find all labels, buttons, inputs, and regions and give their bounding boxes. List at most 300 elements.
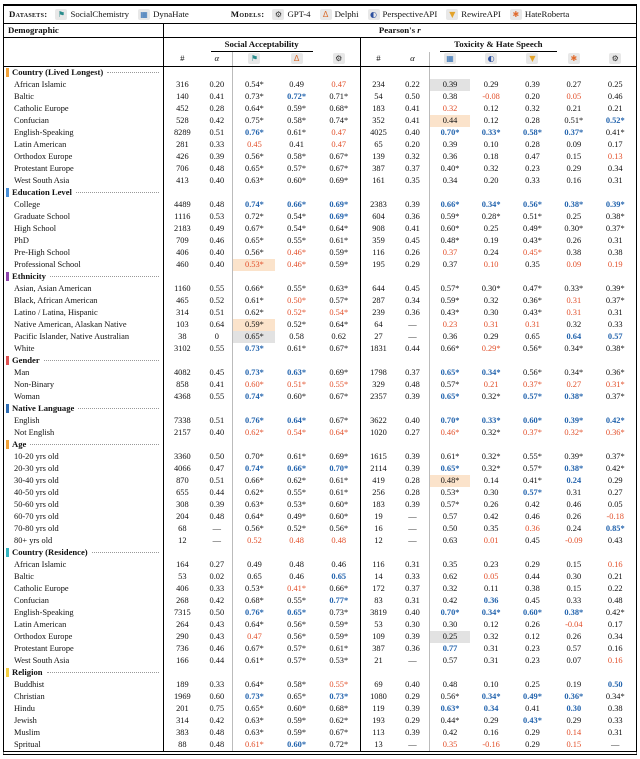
dataset-legend-item — [138, 9, 189, 20]
empty-cell — [429, 271, 470, 283]
demographic-label: 80+ yrs old — [14, 535, 53, 545]
value-cell: 0.65* — [233, 235, 275, 247]
alpha-column-header — [396, 52, 429, 66]
count-cell: 1020 — [360, 427, 396, 439]
alpha-cell: 0.42 — [209, 595, 225, 605]
count-cell: 65 — [360, 139, 396, 151]
value-cell: 0.38 — [566, 247, 582, 257]
count-cell: 103 — [163, 319, 201, 331]
alpha-cell: — — [408, 655, 417, 665]
legend-item-label: GPT-4 — [287, 9, 311, 19]
value-cell: 0.51* — [523, 211, 542, 221]
dotted-leader — [76, 192, 159, 193]
value-cell: 0.57* — [287, 655, 307, 665]
value-cell: 0.61* — [233, 655, 275, 667]
alpha-cell: 0.41 — [209, 379, 225, 389]
table-row — [4, 679, 636, 691]
empty-cell — [512, 66, 553, 78]
model-legend-item — [368, 9, 438, 20]
value-cell: 0.42 — [429, 727, 470, 739]
table-row — [4, 535, 636, 547]
empty-cell — [201, 403, 233, 415]
value-cell: 0.42* — [605, 415, 625, 425]
alpha-cell: 0.48 — [405, 379, 420, 389]
empty-cell — [396, 355, 429, 367]
value-cell: 0.77 — [429, 643, 470, 655]
count-cell: 53 — [163, 571, 201, 583]
table-row — [4, 523, 636, 535]
count-cell: 460 — [163, 259, 201, 271]
alpha-cell: 0.02 — [209, 571, 225, 581]
alpha-cell: 0.31 — [405, 559, 420, 569]
alpha-cell: 0.29 — [405, 259, 420, 269]
value-cell: 0.65* — [429, 367, 470, 379]
value-cell: 0.33 — [607, 715, 623, 725]
value-cell: 0.05 — [566, 91, 582, 101]
value-cell: 0.60* — [429, 223, 470, 235]
section-title-text: Toxicity & Hate Speech — [440, 39, 556, 52]
value-cell: 0.29 — [483, 79, 499, 89]
demographic-label: Catholic Europe — [14, 103, 69, 113]
value-cell: 0.12 — [483, 103, 499, 113]
demographic-label: 40-50 yrs old — [14, 487, 59, 497]
count-cell: 2157 — [163, 427, 201, 439]
count-cell: 2183 — [163, 223, 201, 235]
value-cell: 0.60* — [287, 703, 307, 713]
group-label-cell — [4, 66, 163, 78]
group-label: Native Language — [12, 402, 75, 413]
section-title-social-acceptability — [163, 37, 360, 51]
alpha-cell: 0.48 — [209, 199, 225, 209]
value-cell: 0.73* — [233, 91, 275, 103]
value-cell: 0.54* — [287, 427, 307, 437]
demographic-label: English-Speaking — [14, 607, 74, 617]
count-cell: 644 — [360, 283, 396, 295]
empty-cell — [396, 271, 429, 283]
value-cell: 0.49* — [523, 223, 542, 233]
value-cell: 0.46 — [566, 499, 582, 509]
count-cell: 116 — [360, 247, 396, 259]
value-cell: 0.65 — [233, 571, 275, 583]
value-cell: 0.54* — [233, 79, 275, 91]
value-cell: 0.17 — [607, 139, 623, 149]
value-cell: 0.62* — [233, 487, 275, 499]
value-cell: 0.43 — [607, 535, 623, 545]
group-label-cell — [4, 547, 163, 559]
demographic-label: Graduate School — [14, 211, 71, 221]
count-cell: 16 — [360, 523, 396, 535]
value-cell: 0.39* — [605, 199, 625, 209]
value-cell: 0.65 — [331, 571, 347, 581]
value-cell: 0.32* — [481, 451, 501, 461]
value-cell: 0.15 — [566, 583, 582, 593]
empty-cell — [553, 66, 594, 78]
table-row — [4, 199, 636, 211]
value-cell: 0.49 — [289, 79, 304, 89]
count-cell: 314 — [163, 307, 201, 319]
value-cell: 0.36 — [483, 595, 499, 605]
count-cell: 528 — [163, 115, 201, 127]
alpha-cell: 0.40 — [405, 679, 420, 689]
count-cell: 204 — [163, 511, 201, 523]
empty-cell — [512, 439, 553, 451]
value-cell: 0.62 — [429, 571, 470, 583]
value-cell: 0.23 — [429, 319, 470, 331]
value-cell: 0.33 — [607, 319, 623, 329]
demographic-header: Demographic — [4, 24, 163, 37]
value-cell: 0.74* — [233, 199, 275, 211]
group-label-wrap — [6, 547, 162, 559]
value-cell: 0.32* — [481, 427, 501, 437]
value-cell: 0.10 — [483, 679, 499, 689]
count-cell: 172 — [360, 583, 396, 595]
value-cell: 0.85* — [605, 523, 625, 533]
group-label-cell — [4, 187, 163, 199]
value-cell: 0.52* — [287, 319, 307, 329]
value-cell: 0.60* — [287, 739, 307, 749]
count-cell: 1798 — [360, 367, 396, 379]
count-cell: 201 — [163, 703, 201, 715]
value-cell: 0.42 — [483, 511, 499, 521]
group-label: Ethnicity — [12, 270, 46, 281]
value-cell: 0.55* — [329, 379, 349, 389]
count-cell: 406 — [163, 247, 201, 259]
value-cell: 0.73* — [233, 367, 275, 379]
value-cell: 0.44* — [429, 715, 470, 727]
table-row — [4, 415, 636, 427]
value-cell: 0.60* — [287, 175, 307, 185]
empty-cell — [233, 439, 275, 451]
group-header-row — [4, 271, 636, 283]
count-cell: 4368 — [163, 391, 201, 403]
value-cell: 0.57* — [429, 379, 470, 391]
alpha-cell: 0.42 — [209, 115, 225, 125]
table-row — [4, 619, 636, 631]
value-cell: 0.57 — [429, 511, 470, 523]
value-cell: 0.28 — [525, 139, 540, 149]
count-column-header: # — [163, 52, 201, 66]
count-cell: 359 — [360, 235, 396, 247]
empty-cell — [360, 667, 396, 679]
value-cell: 0.46 — [331, 559, 347, 569]
group-color-bar — [6, 68, 9, 77]
value-cell: 0.65* — [429, 391, 470, 403]
alpha-cell: 0.39 — [209, 499, 225, 509]
value-cell: 0.34* — [605, 691, 625, 701]
section-title-text: Social Acceptability — [211, 39, 313, 52]
value-cell: 0.27 — [566, 379, 582, 389]
alpha-cell: 0.33 — [209, 583, 225, 593]
value-cell: 0.16 — [607, 559, 623, 569]
alpha-cell: 0.50 — [209, 607, 225, 617]
value-cell: 0.74* — [233, 463, 275, 475]
alpha-cell: 0.41 — [209, 91, 225, 101]
value-cell: 0.12 — [525, 631, 540, 641]
value-cell: 0.55* — [523, 451, 542, 461]
value-cell: 0.61* — [329, 235, 349, 245]
empty-cell — [512, 403, 553, 415]
group-label-cell — [4, 667, 163, 679]
model-column-header — [233, 52, 275, 66]
value-cell: 0.25 — [525, 679, 540, 689]
demographic-label: PhD — [14, 235, 29, 245]
count-cell: 4025 — [360, 127, 396, 139]
value-cell: 0.75* — [233, 115, 275, 127]
count-cell: 161 — [360, 175, 396, 187]
value-cell: 0.37* — [605, 451, 625, 461]
value-cell: 0.30* — [481, 283, 501, 293]
value-cell: 0.36* — [564, 691, 584, 701]
alpha-cell: 0.28 — [405, 487, 420, 497]
group-header-row — [4, 355, 636, 367]
alpha-cell: 0.26 — [405, 247, 420, 257]
value-cell: 0.70* — [429, 415, 470, 427]
alpha-cell: 0.52 — [209, 295, 225, 305]
value-cell: 0.73* — [329, 691, 349, 701]
value-cell: 0.59* — [329, 631, 349, 641]
value-cell: 0.29 — [566, 163, 582, 173]
value-cell: 0.73* — [233, 343, 275, 355]
empty-cell — [594, 355, 636, 367]
value-cell: 0.34* — [481, 199, 501, 209]
alpha-cell: 0.39 — [405, 727, 420, 737]
alpha-cell: 0.75 — [209, 703, 225, 713]
demographic-label: Pacific Islander, Native Australian — [14, 331, 130, 341]
empty-cell — [512, 355, 553, 367]
value-cell: 0.52* — [287, 307, 307, 317]
table-row — [4, 571, 636, 583]
alpha-cell: 0.40 — [405, 607, 420, 617]
datasets-label: Datasets: — [9, 9, 48, 19]
value-cell: 0.65 — [525, 331, 540, 341]
value-cell: 0.65* — [233, 163, 275, 175]
value-cell: 0.73* — [233, 691, 275, 703]
empty-cell — [553, 403, 594, 415]
empty-cell — [318, 187, 360, 199]
value-cell: 0.35 — [429, 559, 470, 571]
value-cell: 0.34* — [564, 343, 584, 353]
value-cell: 0.64* — [233, 619, 275, 631]
count-cell: 3102 — [163, 343, 201, 355]
value-cell: 0.32 — [483, 163, 499, 173]
value-cell: 0.25 — [429, 631, 470, 643]
table-row — [4, 331, 636, 343]
value-cell: 0.61* — [329, 475, 349, 485]
value-cell: 0.30* — [564, 223, 584, 233]
value-cell: 0.46 — [289, 571, 304, 581]
value-cell: 0.59* — [429, 295, 470, 307]
value-cell: 0.42* — [605, 607, 625, 617]
count-cell: 183 — [360, 499, 396, 511]
empty-cell — [163, 271, 201, 283]
group-color-bar — [6, 668, 9, 677]
table-row — [4, 643, 636, 655]
empty-cell — [233, 355, 275, 367]
value-cell: 0.59* — [287, 103, 307, 113]
table-row — [4, 427, 636, 439]
value-cell: 0.57* — [429, 499, 470, 511]
demographic-label: English-Speaking — [14, 127, 74, 137]
value-cell: 0.59* — [429, 211, 470, 223]
value-cell: 0.67* — [233, 643, 275, 655]
demographic-label: Muslim — [14, 727, 41, 737]
group-color-bar — [6, 548, 9, 557]
value-cell: 0.38* — [564, 463, 584, 473]
count-cell: 2114 — [360, 463, 396, 475]
empty-cell — [233, 667, 275, 679]
value-cell: 0.16 — [483, 727, 499, 737]
value-cell: 0.15 — [566, 739, 582, 749]
table-row — [4, 727, 636, 739]
table-row — [4, 223, 636, 235]
alpha-cell: 0.51 — [209, 307, 225, 317]
value-cell: 0.25 — [483, 223, 499, 233]
value-cell: 0.29 — [525, 559, 540, 569]
value-cell: 0.47* — [523, 283, 542, 293]
value-cell: 0.48 — [289, 559, 304, 569]
value-cell: 0.32 — [525, 103, 540, 113]
value-cell: 0.67* — [329, 151, 349, 161]
value-cell: 0.66* — [233, 283, 275, 295]
header-spacer — [4, 52, 163, 66]
value-cell: 0.51* — [287, 379, 307, 389]
value-cell: 0.32* — [481, 463, 501, 473]
value-cell: 0.60* — [523, 415, 542, 425]
value-cell: 0.69* — [329, 451, 349, 461]
model-legend-item — [320, 9, 359, 20]
demographic-label: Christian — [14, 691, 45, 701]
alpha-cell: 0.51 — [209, 127, 225, 137]
value-cell: 0.76* — [233, 607, 275, 619]
value-cell: 0.74* — [233, 391, 275, 403]
value-cell: 0.59* — [233, 319, 275, 331]
demographic-label: Pre-High School — [14, 247, 71, 257]
count-cell: 736 — [163, 643, 201, 655]
value-cell: 0.58* — [287, 115, 307, 125]
value-cell: 0.63* — [233, 715, 275, 727]
value-cell: 0.21 — [566, 103, 582, 113]
count-cell: 164 — [163, 559, 201, 571]
table-row — [4, 559, 636, 571]
socialchemistry-icon: ⚑ — [55, 9, 67, 20]
value-cell: 0.19 — [483, 235, 499, 245]
empty-cell — [553, 187, 594, 199]
table-row — [4, 79, 636, 91]
empty-cell — [233, 187, 275, 199]
value-cell: 0.38 — [525, 583, 540, 593]
value-cell: 0.55* — [287, 487, 307, 497]
table-row — [4, 511, 636, 523]
group-header-row — [4, 439, 636, 451]
demographic-label: White — [14, 343, 35, 353]
demographic-label: Not English — [14, 427, 55, 437]
value-cell: 0.67* — [233, 223, 275, 235]
value-cell: 0.42* — [605, 463, 625, 473]
value-cell: 0.59* — [329, 619, 349, 629]
alpha-cell: 0.41 — [405, 103, 420, 113]
alpha-cell: — — [408, 739, 417, 749]
table-row — [4, 715, 636, 727]
value-cell: 0.52 — [233, 535, 275, 547]
empty-cell — [512, 667, 553, 679]
demographic-label: 70-80 yrs old — [14, 523, 59, 533]
value-cell: 0.57* — [523, 487, 542, 497]
alpha-cell: 0.49 — [209, 223, 225, 233]
demographic-label: Professional School — [14, 259, 81, 269]
value-cell: 0.62* — [287, 475, 307, 485]
demographic-label: 20-30 yrs old — [14, 463, 59, 473]
value-cell: 0.50 — [429, 523, 470, 535]
table-row — [4, 739, 636, 751]
count-cell: 140 — [163, 91, 201, 103]
value-cell: 0.68* — [233, 595, 275, 607]
alpha-cell: 0.39 — [405, 391, 420, 401]
legend-item-label: Delphi — [334, 9, 359, 19]
alpha-cell: 0.39 — [405, 451, 420, 461]
count-cell: 709 — [163, 235, 201, 247]
value-cell: 0.56* — [523, 367, 542, 377]
demographic-label: High School — [14, 223, 57, 233]
empty-cell — [318, 66, 360, 78]
alpha-cell: 0.44 — [405, 343, 420, 353]
value-cell: 0.28* — [481, 211, 501, 221]
value-cell: 0.56* — [287, 619, 307, 629]
table-row — [4, 655, 636, 667]
empty-cell — [201, 66, 233, 78]
value-cell: 0.63* — [329, 283, 349, 293]
count-cell: 290 — [163, 631, 201, 643]
value-cell: 0.46* — [287, 259, 307, 269]
count-cell: 113 — [360, 727, 396, 739]
empty-cell — [233, 271, 275, 283]
value-cell: 0.41 — [525, 703, 540, 713]
alpha-cell: 0.40 — [209, 175, 225, 185]
value-cell: 0.61* — [287, 127, 307, 137]
value-cell: 0.29 — [607, 475, 623, 485]
value-cell: 0.17 — [607, 619, 623, 629]
group-label: Gender — [12, 354, 40, 365]
value-cell: 0.30 — [483, 307, 499, 317]
value-cell: 0.53* — [329, 655, 349, 665]
alpha-cell: 0.35 — [405, 175, 420, 185]
alpha-cell: 0.41 — [405, 115, 420, 125]
table-row — [4, 583, 636, 595]
count-column-header: # — [360, 52, 396, 66]
demographic-label: Baltic — [14, 91, 35, 101]
value-cell: 0.34* — [564, 367, 584, 377]
value-cell: 0.43* — [523, 715, 542, 725]
value-cell: 0.61* — [429, 451, 470, 463]
alpha-cell: 0.45 — [405, 235, 420, 245]
value-cell: 0.58* — [523, 127, 542, 137]
value-cell: 0.30 — [566, 571, 582, 581]
count-cell: 21 — [360, 655, 396, 667]
value-cell: 0.33 — [566, 595, 582, 605]
value-cell: 0.29 — [566, 715, 582, 725]
value-cell: 0.33 — [525, 175, 540, 185]
hateroberta-icon: ✱ — [510, 9, 522, 20]
value-cell: 0.37 — [429, 247, 470, 259]
alpha-cell: 0.55 — [209, 283, 225, 293]
empty-cell — [201, 547, 233, 559]
alpha-cell: 0.39 — [405, 703, 420, 713]
value-cell: 0.54* — [329, 307, 349, 317]
empty-cell — [429, 355, 470, 367]
group-label: Religion — [12, 666, 43, 677]
value-cell: 0.07 — [566, 655, 582, 665]
alpha-cell: 0.60 — [209, 691, 225, 701]
demographic-label: Woman — [14, 391, 40, 401]
